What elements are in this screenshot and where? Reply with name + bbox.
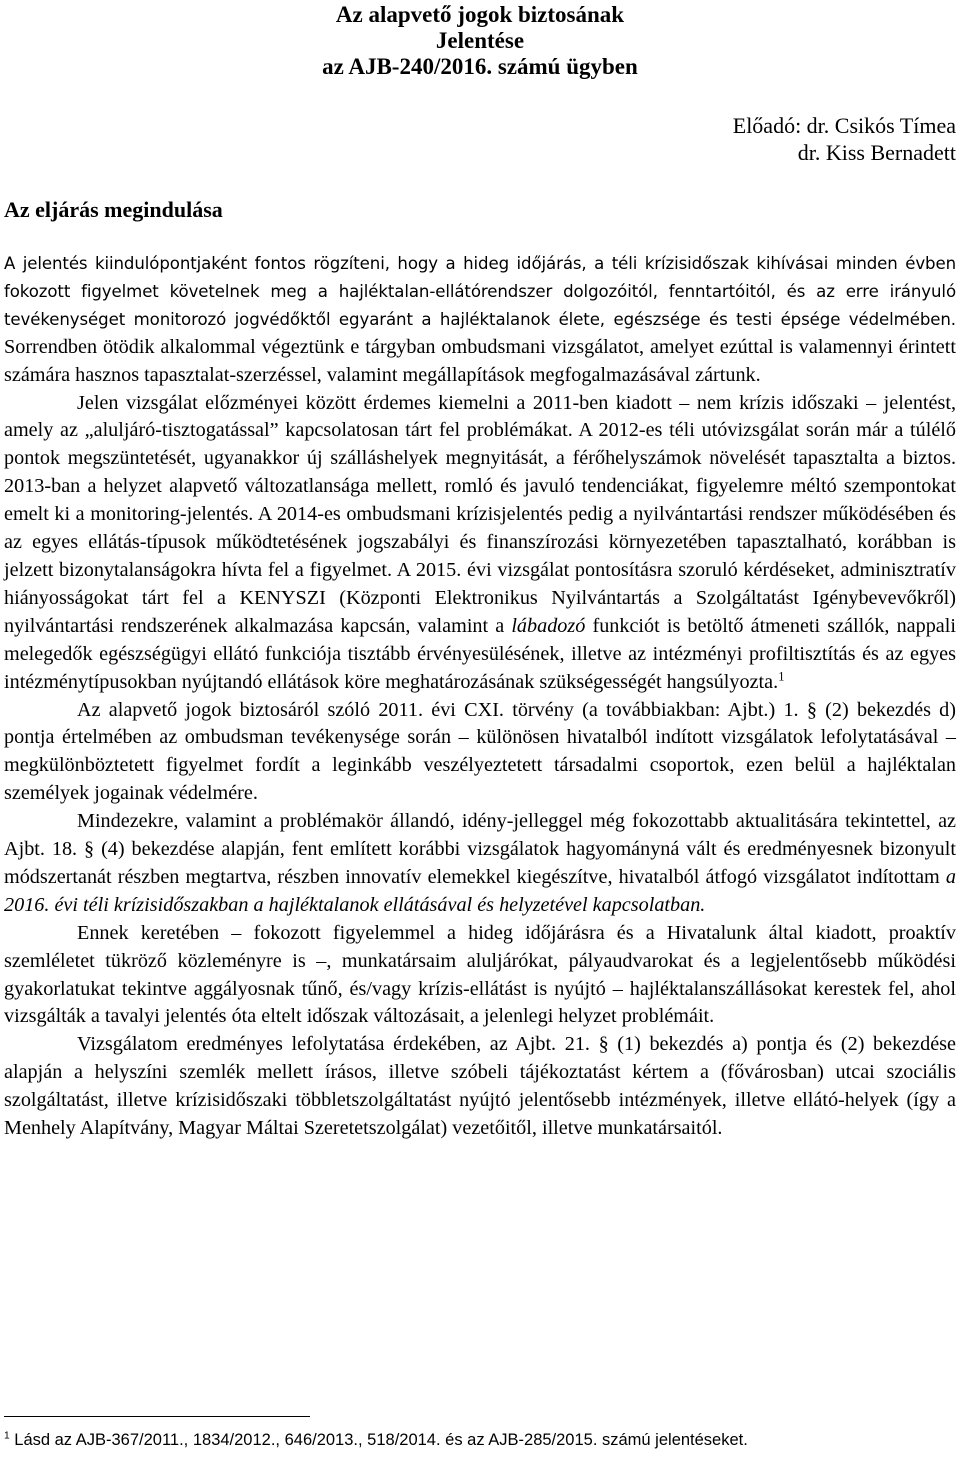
footnote-separator [4,1416,310,1417]
paragraph-5: Ennek keretében – fokozott figyelemmel a hideg időjárásra és a Hivatalunk által kiadott, proaktív szemléletet tükröző közleményre is –, munkatársaim aluljárókat, pályaudvarokat és a legjelentősebb működési gyakorlatukat tekintve aggályosnak tűnő, és/vagy krízis-ellátást is nyújtó – hajléktalanszállásokat kerestek fel, ahol vizsgálták a tavalyi jelentés óta eltelt időszak változásait, a jelenlegi helyzet problémáit. [4,921,956,1028]
paragraph-3: Az alapvető jogok biztosáról szóló 2011. évi CXI. törvény (a továbbiakban: Ajbt.) 1. § (2) bekezdés d) pontja értelmében az ombudsman tevékenysége során – különösen hivatalból indított vizsgálatok lefolytatásával – megkülönböztetett figyelmet fordít a leginkább veszélyeztetett társadalmi csoportok, ezen belül a hajléktalan személyek jogainak védelmére. [4,698,956,805]
paragraph-4 [4,808,956,920]
paragraph-2-italic: lábadozó [511,614,586,637]
footnote-mark: 1 [4,1430,10,1442]
document-title-line-3: az AJB-240/2016. számú ügyben [322,54,638,79]
footnote-text: Lásd az AJB-367/2011., 1834/2012., 646/2013., 518/2014. és az AJB-285/2015. számú jelentéseket. [9,1431,748,1449]
paragraph-4-italic: a 2016. évi téli krízisidőszakban a hajléktalanok ellátásával és helyzetével kapcsolatban. [4,865,956,916]
paragraph-2-rest: funkciót is betöltő átmeneti szállók, nappali melegedők egészségügyi ellátó funkciója tisztább érvényesülésének, illetve az intézményi profiltisztítás és az egyes intézménytípusokban nyújtandó ellátások köre meghatározásának szükségességét hangsúlyozta. [4,614,956,693]
presenter-line-1: Előadó: dr. Csikós Tímea [732,113,956,138]
paragraph-6: Vizsgálatom eredményes lefolytatása érdekében, az Ajbt. 21. § (1) bekezdés a) pontja és (2) bekezdése alapján a helyszíni szemlék mellett írásos, illetve szóbeli tájékoztatást kértem a (fővárosban) utcai szociális szolgáltatást, illetve krízisidőszaki többletszolgáltatást nyújtó jelentősebb intézmények, illetve ellátó-helyek (így a Menhely Alapítvány, Magyar Máltai Szeretetszolgálat) vezetőitől, illetve munkatársaitól. [4,1033,956,1140]
footnote-reference[interactable]: 1 [778,668,785,683]
paragraph-1-rest: Sorrendben ötödik alkalommal végeztünk e tárgyban ombudsmani vizsgálatot, amelyet ezúttal is valamennyi érintett számára hasznos tapasztalat-szerzéssel, valamint megállapítások megfogalmazásával zártunk. [4,335,956,386]
footnote [4,1428,748,1452]
paragraph-1 [4,250,956,390]
paragraph-4-main: Mindezekre, valamint a problémakör állandó, idény-jelleggel még fokozottabb aktualitására tekintettel, az Ajbt. 18. § (4) bekezdése alapján, fent említett korábbi vizsgálatok hagyományná vált és eredményesnek bizonyult módszertanát részben megtartva, részben innovatív elemekkel kiegészítve, hivatalból átfogó vizsgálatot indítottam [4,810,956,888]
document-title-line-1: Az alapvető jogok biztosának [335,2,625,27]
paragraph-2-main: Jelen vizsgálat előzményei között érdemes kiemelni a 2011-ben kiadott – nem krízis időszaki – jelentést, amely az „aluljáró-tisztogatással” kapcsolatosan tárt fel problémákat. A 2012-es téli utóvizsgálat során már a túlélő pontok megszüntetését, ugyanakkor új szálláshelyek megnyitását, a férőhelyszámok növelését tapasztalta a biztos. 2013-ban a helyzet alapvető változatlansága mellett, romló és javuló tendenciákat, figyelemre méltó szempontokat emelt ki a monitoring-jelentés. A 2014-es ombudsmani krízisjelentés pedig a nyilvántartási rendszer működésében és az egyes ellátás-típusok működtetésének jogszabályi és finanszírozási környezetében tapasztalható, korábban is jelzett bizonytalanságokra hívta fel a figyelmet. A 2015. évi vizsgálat pontosításra szoruló kérdéseket, adminisztratív hiányosságokat tárt fel a KENYSZI (Központi Elektronikus Nyilvántartás a Szolgáltatást Igénybevevőkről) nyilvántartási rendszerének alkalmazása kapcsán, valamint a [4,391,956,637]
paragraph-2 [4,390,956,697]
presenter-line-2: dr. Kiss Bernadett [797,140,956,165]
paragraph-1-intro: A jelentés kiindulópontjaként fontos rögzíteni, hogy a hideg időjárás, a téli krízisidőszak kihívásai minden évben fokozott figyelmet követelnek meg a hajléktalan-ellátórendszer dolgozóitól, fenntartóitól, és az erre irányuló tevékenységet monitorozó jogvédőktől egyaránt a hajléktalanok élete, egészsége és testi épsége védelmében. [4,254,956,329]
document-title-line-2: Jelentése [435,28,525,53]
section-title: Az eljárás megindulása [4,197,223,222]
document-body [4,250,956,1143]
